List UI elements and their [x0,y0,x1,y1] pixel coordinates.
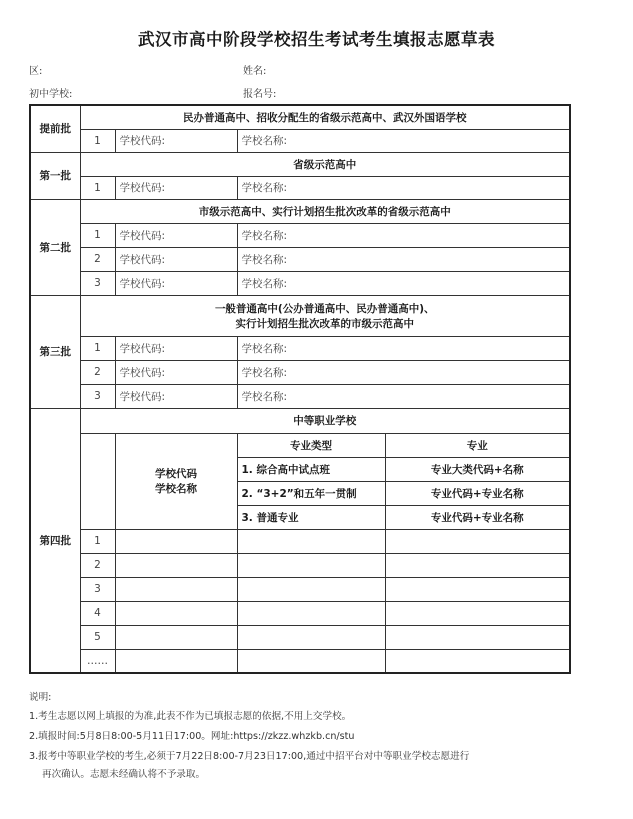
second-batch-header: 市级示范高中、实行计划招生批次改革的省级示范高中 [80,199,570,223]
row-number: 2 [80,360,115,384]
second-batch-row [30,271,570,295]
row-number: 1 [80,529,115,553]
school-name-field[interactable]: 学校名称: [237,129,570,152]
row-number: 3 [80,384,115,408]
school-name-field[interactable]: 学校名称: [237,384,570,408]
third-batch-header-line2: 实行计划招生批次改革的市级示范高中 [235,317,414,330]
school-name-field[interactable]: 学校名称: [237,176,570,199]
name-label: 姓名: [243,66,267,77]
school-name-field[interactable]: 学校名称: [237,336,570,360]
second-batch-label: 第二批 [30,199,80,295]
major-type-input[interactable] [237,625,385,649]
application-form-table [29,104,571,674]
school-code-input[interactable] [115,577,237,601]
school-code-name-header [115,433,237,529]
early-batch-header-row [30,105,570,129]
row-number: 1 [80,223,115,247]
school-code-input[interactable] [115,553,237,577]
district-label: 区: [29,66,43,77]
third-batch-header-row [30,295,570,336]
school-code-field[interactable]: 学校代码: [115,384,237,408]
school-code-field[interactable]: 学校代码: [115,360,237,384]
school-code-field[interactable]: 学校代码: [115,271,237,295]
major-code-cell: 专业代码+专业名称 [385,505,570,529]
fourth-batch-row [30,649,570,673]
notes-heading: 说明: [29,692,52,703]
major-input[interactable] [385,529,570,553]
row-number: 3 [80,577,115,601]
fourth-batch-row [30,601,570,625]
early-batch-label: 提前批 [30,105,80,152]
school-code-input[interactable] [115,601,237,625]
note-item-continued: 再次确认。志愿未经确认将不予录取。 [42,769,206,780]
major-input[interactable] [385,601,570,625]
fourth-batch-header: 中等职业学校 [80,408,570,433]
school-code-field[interactable]: 学校代码: [115,176,237,199]
major-type-input[interactable] [237,529,385,553]
row-number: 2 [80,247,115,271]
school-code-input[interactable] [115,625,237,649]
third-batch-header-line1: 一般普通高中(公办普通高中、民办普通高中)、 [214,302,435,315]
row-number: 1 [80,129,115,152]
major-type-input[interactable] [237,601,385,625]
early-batch-header: 民办普通高中、招收分配生的省级示范高中、武汉外国语学校 [80,105,570,129]
second-batch-header-row [30,199,570,223]
school-name-heading: 学校名称 [155,483,197,495]
second-batch-row [30,223,570,247]
major-input[interactable] [385,577,570,601]
junior-school-label: 初中学校: [29,89,73,100]
row-number-ellipsis: …… [80,649,115,673]
fourth-batch-row [30,625,570,649]
row-number: 1 [80,336,115,360]
major-code-cell: 专业代码+专业名称 [385,481,570,505]
first-batch-header-row [30,152,570,176]
second-batch-row [30,247,570,271]
school-code-field[interactable]: 学校代码: [115,129,237,152]
school-name-field[interactable]: 学校名称: [237,360,570,384]
third-batch-row [30,360,570,384]
major-type-cell: 1. 综合高中试点班 [237,457,385,481]
fourth-batch-header-row [30,408,570,433]
early-batch-row [30,129,570,152]
fourth-batch-row [30,529,570,553]
row-number: 3 [80,271,115,295]
first-batch-row [30,176,570,199]
major-type-cell: 3. 普通专业 [237,505,385,529]
school-name-field[interactable]: 学校名称: [237,247,570,271]
first-batch-header: 省级示范高中 [80,152,570,176]
school-code-field[interactable]: 学校代码: [115,247,237,271]
note-item: 2.填报时间:5月8日8:00-5月11日17:00。网址:https://zkzz.whzkb.cn/stu [29,731,355,742]
major-code-cell: 专业大类代码+名称 [385,457,570,481]
fourth-batch-column-row [30,433,570,457]
fourth-batch-row [30,577,570,601]
school-code-input[interactable] [115,649,237,673]
third-batch-row [30,336,570,360]
major-type-input[interactable] [237,577,385,601]
major-input[interactable] [385,553,570,577]
row-number: 2 [80,553,115,577]
school-name-field[interactable]: 学校名称: [237,271,570,295]
school-code-heading: 学校代码 [155,468,197,480]
major-input[interactable] [385,625,570,649]
page-title: 武汉市高中阶段学校招生考试考生填报志愿草表 [138,30,495,49]
fourth-batch-label: 第四批 [30,408,80,673]
row-number: 5 [80,625,115,649]
school-code-input[interactable] [115,529,237,553]
fourth-batch-row [30,553,570,577]
major-type-input[interactable] [237,553,385,577]
school-code-field[interactable]: 学校代码: [115,223,237,247]
row-number: 4 [80,601,115,625]
school-code-field[interactable]: 学校代码: [115,336,237,360]
row-number: 1 [80,176,115,199]
blank-cell [80,433,115,529]
first-batch-label: 第一批 [30,152,80,199]
third-batch-header [80,295,570,336]
note-item: 1.考生志愿以网上填报的为准,此表不作为已填报志愿的依据,不用上交学校。 [29,711,352,722]
note-item: 3.报考中等职业学校的考生,必须于7月22日8:00-7月23日17:00,通过中招平台对中等职业学校志愿进行 [29,751,470,762]
school-name-field[interactable]: 学校名称: [237,223,570,247]
major-type-input[interactable] [237,649,385,673]
third-batch-row [30,384,570,408]
third-batch-label: 第三批 [30,295,80,408]
major-input[interactable] [385,649,570,673]
registration-number-label: 报名号: [243,89,277,100]
major-type-column-header: 专业类型 [237,433,385,457]
major-column-header: 专业 [385,433,570,457]
major-type-cell: 2. “3+2”和五年一贯制 [237,481,385,505]
